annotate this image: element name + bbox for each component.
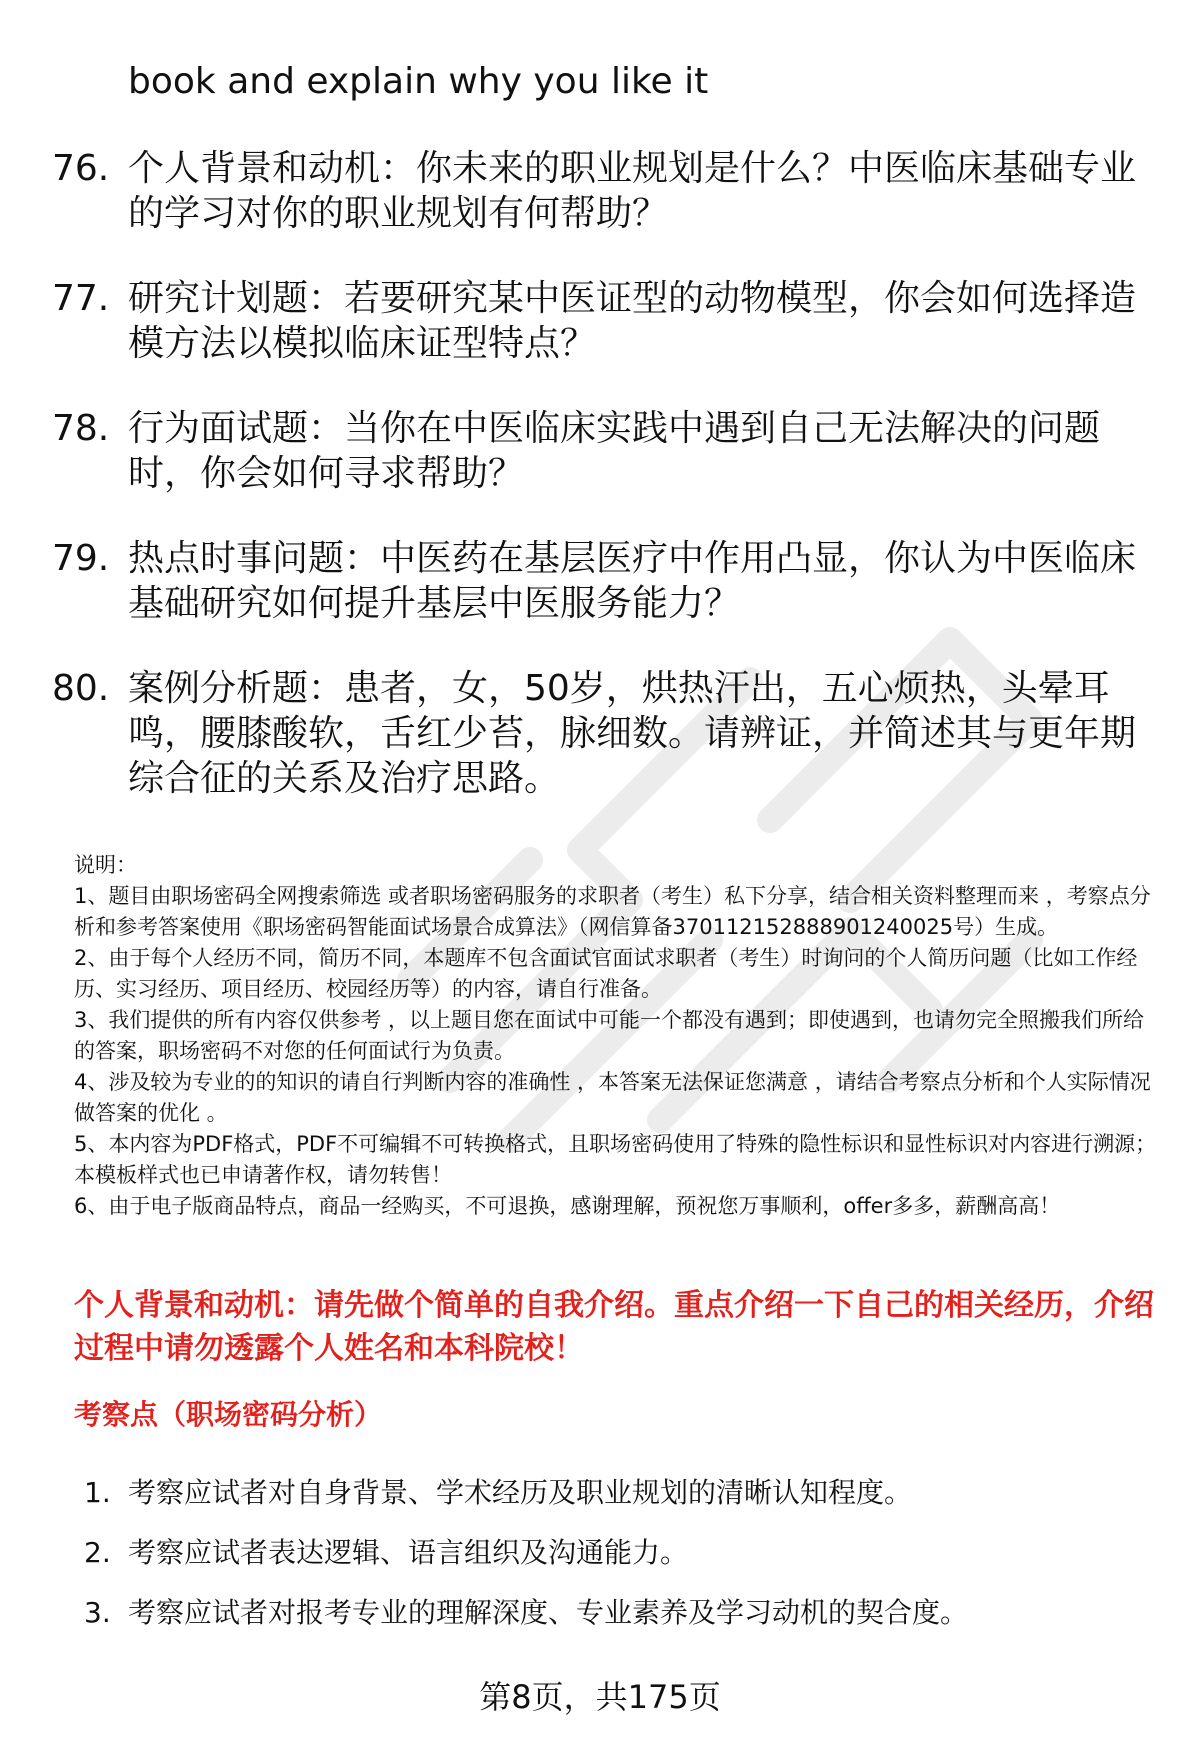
page-footer: 第8页，共175页 [479,1678,721,1716]
section-title: 考察点（职场密码分析） [74,1398,383,1431]
question-number: 76. [52,148,110,189]
point-number: 1. [84,1476,111,1509]
assessment-point [84,1473,1164,1513]
question-item [52,146,1152,236]
question-text: 行为面试题：当你在中医临床实践中遇到自己无法解决的问题时，你会如何寻求帮助？ [128,408,1101,494]
assessment-points-list [84,1473,1164,1653]
question-item [52,666,1152,801]
question-text: 热点时事问题：中医药在基层医疗中作用凸显，你认为中医临床基础研究如何提升基层中医服务能力？ [128,538,1137,624]
assessment-point [84,1533,1164,1573]
note-item: 1、题目由职场密码全网搜索筛选 或者职场密码服务的求职者（考生）私下分享，结合相关资料整理而来 ，考察点分析和参考答案使用《职场密码智能面试场景合成算法》（网信算备370112152888901240025号）生成。 [74,884,1151,939]
note-item: 5、本内容为PDF格式，PDF不可编辑不可转换格式，且职场密码使用了特殊的隐性标识和显性标识对内容进行溯源；本模板样式也已申请著作权，请勿转售！ [74,1132,1157,1187]
note-item: 3、我们提供的所有内容仅供参考 ，以上题目您在面试中可能一个都没有遇到；即使遇到，也请勿完全照搬我们所给的答案，职场密码不对您的任何面试行为负责。 [74,1008,1145,1063]
notes-heading: 说明： [74,853,137,877]
question-number: 77. [52,278,110,319]
question-item [52,406,1152,496]
continued-question-text: book and explain why you like it [128,61,709,102]
assessment-point [84,1593,1164,1633]
question-number: 79. [52,538,110,579]
question-text: 案例分析题：患者，女，50岁，烘热汗出，五心烦热，头晕耳鸣，腰膝酸软，舌红少苔，脉细数。请辨证，并简述其与更年期综合征的关系及治疗思路。 [128,668,1137,799]
highlighted-question: 个人背景和动机：请先做个简单的自我介绍。重点介绍一下自己的相关经历，介绍过程中请勿透露个人姓名和本科院校！ [74,1288,1154,1366]
point-text: 考察应试者对报考专业的理解深度、专业素养及学习动机的契合度。 [128,1596,969,1629]
point-text: 考察应试者表达逻辑、语言组织及沟通能力。 [128,1536,689,1569]
note-item: 4、涉及较为专业的的知识的请自行判断内容的准确性 ，本答案无法保证您满意 ，请结合考察点分析和个人实际情况做答案的优化 。 [74,1070,1151,1125]
question-item [52,536,1152,626]
point-number: 3. [84,1596,111,1629]
note-item: 6、由于电子版商品特点，商品一经购买，不可退换，感谢理解，预祝您万事顺利，offer多多，薪酬高高！ [74,1194,1061,1218]
question-list [52,146,1152,841]
point-text: 考察应试者对自身背景、学术经历及职业规划的清晰认知程度。 [128,1476,913,1509]
point-number: 2. [84,1536,111,1569]
question-number: 80. [52,668,110,709]
question-number: 78. [52,408,110,449]
note-item: 2、由于每个人经历不同，简历不同，本题库不包含面试官面试求职者（考生）时询问的个人简历问题（比如工作经历、实习经历、项目经历、校园经历等）的内容，请自行准备。 [74,946,1138,1001]
disclaimer-notes [74,850,1164,1222]
question-text: 个人背景和动机：你未来的职业规划是什么？中医临床基础专业的学习对你的职业规划有何帮助？ [128,148,1137,234]
question-item [52,276,1152,366]
question-text: 研究计划题：若要研究某中医证型的动物模型，你会如何选择造模方法以模拟临床证型特点？ [128,278,1137,364]
